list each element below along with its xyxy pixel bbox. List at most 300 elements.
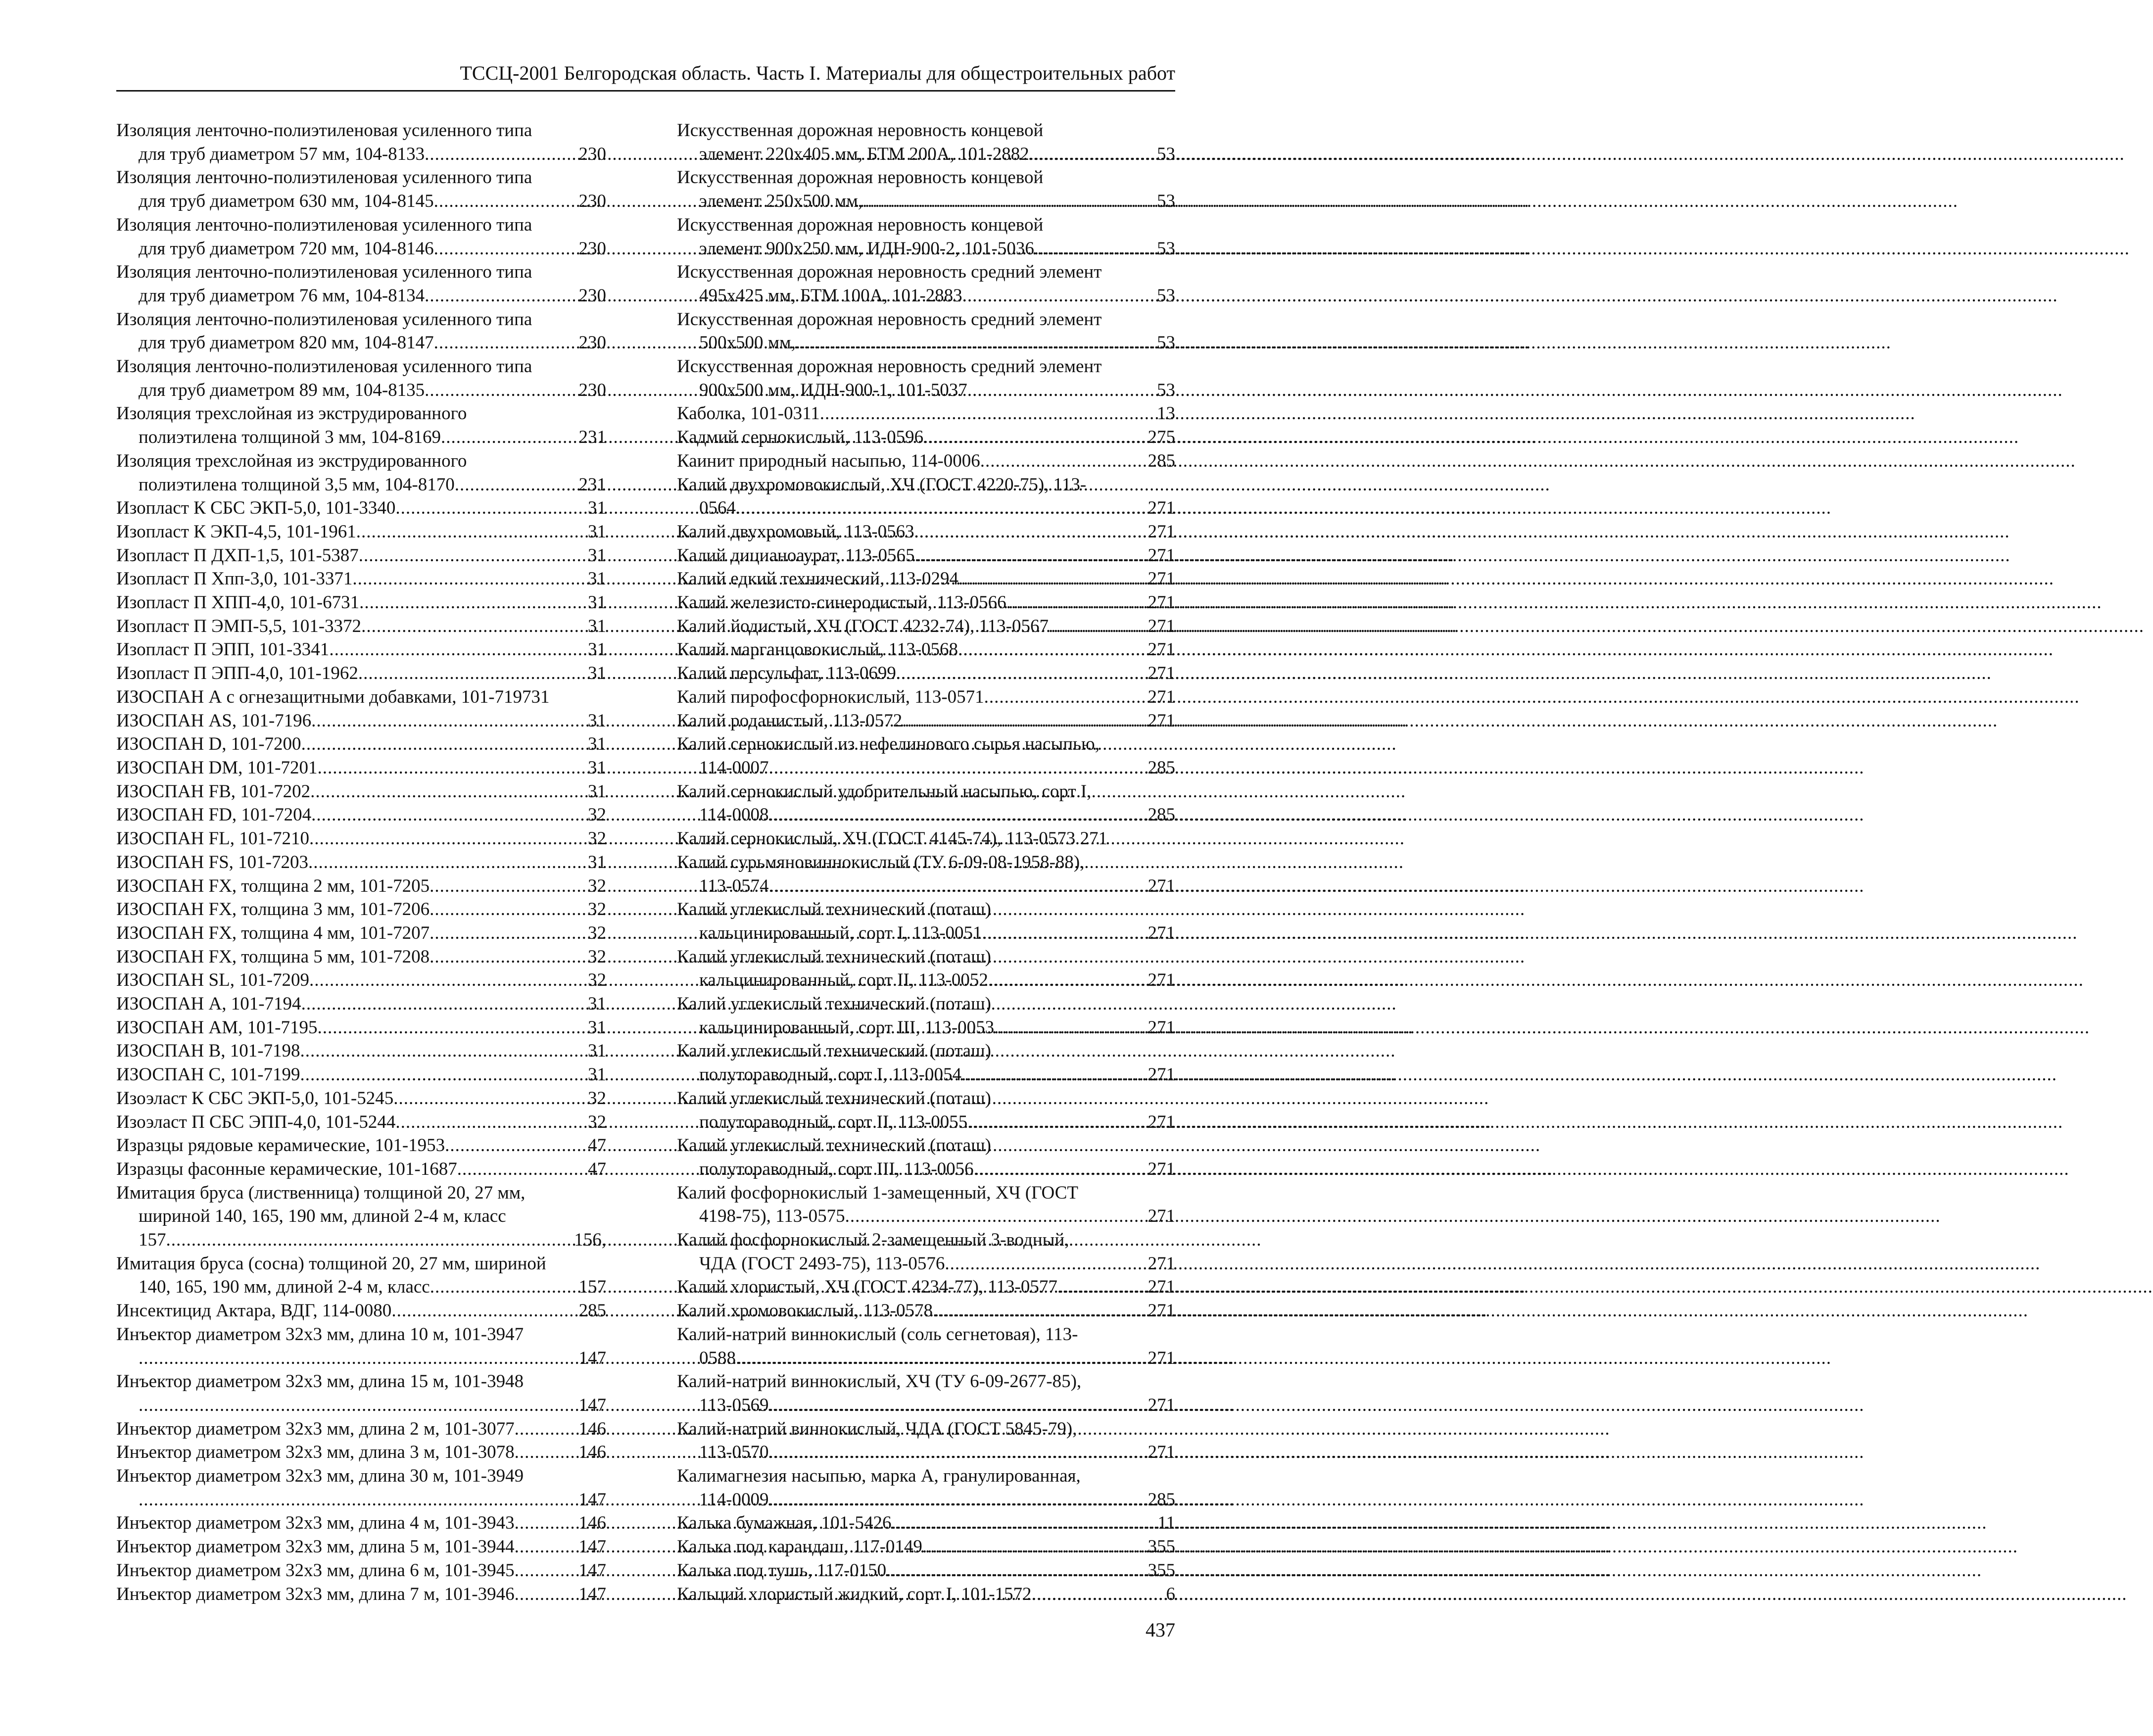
index-entry-line <box>677 1347 1175 1370</box>
entry-page-ref: 31 <box>588 639 606 660</box>
entry-page-ref: 271 <box>1148 1064 1175 1085</box>
entry-text: Калий сернокислый из нефелинового сырья насыпью, <box>677 734 1100 755</box>
dot-leader <box>994 1016 1146 1040</box>
index-entry <box>116 945 606 969</box>
entry-text: Калий-натрий виннокислый, ХЧ (ТУ 6-09-2677-85), <box>677 1371 1082 1392</box>
dot-leader <box>430 874 586 898</box>
dot-leader <box>886 1559 1146 1583</box>
entry-page-ref: 31 <box>588 1064 606 1085</box>
dot-leader <box>768 1488 1146 1512</box>
entry-text: Инъектор диаметром 32х3 мм, длина 6 м, 101-3945 <box>116 1560 515 1581</box>
dot-leader <box>896 662 1146 685</box>
entry-text: 495х425 мм, БТМ 100А, 101-2883 <box>699 285 962 306</box>
entry-text: 0564 <box>699 498 736 519</box>
index-entry <box>116 260 606 307</box>
entry-text: Изоляция ленточно-полиэтиленовая усиленного типа <box>116 356 532 377</box>
dot-leader <box>980 449 1146 473</box>
index-entry-line <box>116 921 606 945</box>
index-entry <box>677 449 1175 473</box>
index-entry-line <box>677 709 1175 733</box>
index-entry-line <box>677 449 1175 473</box>
entry-page-ref: 146 <box>578 1442 606 1463</box>
index-entry <box>677 615 1175 638</box>
entry-text: ИЗОСПАН DM, 101-7201 <box>116 757 318 778</box>
entry-text: ИЗОСПАН AS, 101-7196 <box>116 710 312 731</box>
index-entry-line <box>677 638 1175 662</box>
entry-text: Инъектор диаметром 32х3 мм, длина 2 м, 101-3077 <box>116 1418 515 1439</box>
dot-leader <box>967 1110 1146 1134</box>
dot-leader <box>1029 143 1155 166</box>
dot-leader <box>515 1417 577 1441</box>
entry-page-ref: 31 <box>588 757 606 778</box>
dot-leader <box>359 591 586 615</box>
index-entry <box>116 732 606 756</box>
index-entry <box>677 308 1175 355</box>
index-entry <box>677 119 1175 166</box>
entry-text: Калий-натрий виннокислый (соль сегнетовая), 113- <box>677 1324 1078 1345</box>
entry-text: Калий углекислый технический (поташ) <box>677 994 991 1014</box>
index-entry <box>116 1063 606 1087</box>
entry-page-ref: 271 <box>1148 875 1175 896</box>
entry-text: Искусственная дорожная неровность концевой <box>677 214 1044 235</box>
index-entry <box>116 709 606 733</box>
entry-page-ref: 271 <box>1148 970 1175 991</box>
index-entry <box>116 1323 606 1370</box>
entry-page-ref: 31 <box>588 781 606 802</box>
entry-page-ref: 271 <box>1148 1442 1175 1463</box>
dot-leader <box>796 331 1155 355</box>
dot-leader <box>311 709 586 733</box>
dot-leader <box>820 402 1155 426</box>
index-entry-line <box>116 591 606 615</box>
dot-leader <box>301 992 586 1016</box>
index-entry-line <box>677 260 1175 284</box>
dot-leader <box>958 567 1146 591</box>
index-entry <box>116 520 606 544</box>
index-entry <box>116 803 606 827</box>
dot-leader <box>358 662 586 685</box>
dot-leader <box>166 1228 573 1252</box>
index-entry-line <box>116 1488 606 1512</box>
entry-text: Инъектор диаметром 32х3 мм, длина 10 м, 101-3947 <box>116 1324 524 1345</box>
entry-page-ref: 271 <box>1148 710 1175 731</box>
entry-page-ref: 31 <box>588 592 606 613</box>
index-entry <box>116 1134 606 1157</box>
dot-leader <box>515 1583 577 1606</box>
index-entry-line <box>677 1417 1175 1441</box>
index-entry-line <box>116 1016 606 1040</box>
dot-leader <box>395 496 586 520</box>
entry-page-ref: 31 <box>588 545 606 566</box>
entry-text: для труб диаметром 89 мм, 104-8135 <box>139 380 425 400</box>
dot-leader <box>768 1441 1146 1464</box>
entry-text: Калий углекислый технический (поташ) <box>677 1135 991 1156</box>
entry-page-ref: 271 <box>1148 498 1175 519</box>
index-entry-line <box>677 992 1175 1016</box>
entry-page-ref: 31 <box>588 663 606 684</box>
index-entry-line <box>116 355 606 379</box>
entry-page-ref: 271 <box>1148 686 1175 707</box>
entry-text: 114-0007 <box>699 757 769 778</box>
entry-page-ref: 53 <box>1157 191 1175 212</box>
entry-text: ИЗОСПАН С, 101-7199 <box>116 1064 300 1085</box>
index-entry-line <box>116 166 606 190</box>
dot-leader <box>515 1559 577 1583</box>
index-entry <box>677 709 1175 733</box>
entry-page-ref: 146 <box>578 1418 606 1439</box>
entry-page-ref: 31 <box>588 852 606 872</box>
entry-page-ref: 31 <box>588 616 606 636</box>
entry-page-ref: 47 <box>588 1158 606 1179</box>
index-entry-line <box>677 1039 1175 1063</box>
index-entry <box>677 827 1175 851</box>
entry-page-ref: 271 <box>1148 521 1175 542</box>
index-entry <box>677 355 1175 402</box>
index-entry-line <box>677 851 1175 874</box>
index-entry-line <box>677 780 1175 804</box>
index-entry-line <box>677 898 1175 921</box>
dot-leader <box>300 1063 586 1087</box>
entry-text: ИЗОСПАН FD, 101-7204 <box>116 805 312 825</box>
entry-text: ИЗОСПАН FB, 101-7202 <box>116 781 311 802</box>
index-entry <box>116 496 606 520</box>
entry-page-ref: 31 <box>588 1041 606 1061</box>
entry-text: Калий пирофосфорнокислый, 113-0571 <box>677 686 984 707</box>
dot-leader <box>434 190 577 213</box>
index-entry <box>677 732 1175 779</box>
entry-text: Изопласт К ЭКП-4,5, 101-1961 <box>116 521 356 542</box>
index-entry <box>116 638 606 662</box>
dot-leader <box>736 496 1146 520</box>
entry-page-ref: 147 <box>578 1489 606 1510</box>
index-entry-line <box>116 780 606 804</box>
dot-leader <box>391 1299 576 1323</box>
index-entry <box>677 213 1175 260</box>
index-entry-line <box>677 473 1175 497</box>
entry-text: Изопласт П ДХП-1,5, 101-5387 <box>116 545 359 566</box>
index-entry-line <box>677 1016 1175 1040</box>
entry-text: кальцинированный, сорт III, 113-0053 <box>699 1017 995 1038</box>
entry-text: Изопласт К СБС ЭКП-5,0, 101-3340 <box>116 498 396 519</box>
dot-leader <box>1057 1275 1146 1299</box>
index-entry-line <box>116 1441 606 1464</box>
index-entry-line <box>116 496 606 520</box>
index-entry-line <box>677 1323 1175 1347</box>
entry-text: кальцинированный, сорт II, 113-0052 <box>699 970 988 991</box>
entry-text: Калий йодистый, ХЧ (ГОСТ 4232-74), 113-0567 <box>677 616 1049 636</box>
entry-text: ИЗОСПАН А, 101-7194 <box>116 994 301 1014</box>
index-entry-line <box>116 1464 606 1488</box>
dot-leader <box>933 1299 1146 1323</box>
index-entry-line <box>116 1087 606 1110</box>
index-entry-line <box>116 638 606 662</box>
entry-page-ref: 147 <box>578 1395 606 1415</box>
entry-text: Изопласт П ХПП-4,0, 101-6731 <box>116 592 360 613</box>
index-entry-line <box>116 1323 606 1347</box>
index-entry-line <box>677 874 1175 898</box>
entry-text: 114-0008 <box>699 805 769 825</box>
index-entry <box>116 166 606 213</box>
header-title: ТССЦ-2001 Белгородская область. Часть I. Материалы для общестроительных работ <box>460 62 1175 84</box>
entry-page-ref: 355 <box>1148 1537 1175 1557</box>
dot-leader <box>922 1535 1146 1559</box>
entry-page-ref: 285 <box>1148 757 1175 778</box>
entry-text: ИЗОСПАН FX, толщина 3 мм, 101-7206 <box>116 899 430 920</box>
entry-text: ИЗОСПАН FL, 101-7210 <box>116 828 310 849</box>
entry-page-ref: 31 <box>588 710 606 731</box>
entry-text: Имитация бруса (лиственница) толщиной 20, 27 мм, <box>116 1182 526 1203</box>
entry-text: полиэтилена толщиной 3,5 мм, 104-8170 <box>139 474 455 495</box>
entry-page-ref: 32 <box>588 805 606 825</box>
dot-leader <box>945 1252 1146 1276</box>
index-entry-line <box>116 1559 606 1583</box>
entry-text: ИЗОСПАН FX, толщина 4 мм, 101-7207 <box>116 922 430 943</box>
entry-text: Калька под карандаш, 117-0149 <box>677 1537 922 1557</box>
entry-page-ref: 231 <box>578 474 606 495</box>
entry-page-ref: 271 <box>1148 592 1175 613</box>
entry-page-ref: 271 <box>1148 616 1175 636</box>
dot-leader <box>139 1394 577 1417</box>
index-entry <box>677 1511 1175 1535</box>
entry-page-ref: 47 <box>588 1135 606 1156</box>
index-entry <box>677 166 1175 213</box>
entry-text: Калий углекислый технический (поташ) <box>677 1088 991 1109</box>
entry-text: Изопласт П ЭПП, 101-3341 <box>116 639 330 660</box>
entry-page-ref: 147 <box>578 1584 606 1604</box>
index-entry-line <box>677 1370 1175 1394</box>
entry-page-ref: 275 <box>1148 427 1175 448</box>
entry-text: Изоляция ленточно-полиэтиленовая усиленного типа <box>116 120 532 141</box>
dot-leader <box>736 1347 1146 1370</box>
dot-leader <box>974 1157 1146 1181</box>
entry-text: Калий двухромовый, 113-0563 <box>677 521 914 542</box>
entry-page-ref: 32 <box>588 970 606 991</box>
dot-leader <box>301 732 586 756</box>
index-entry <box>116 685 606 709</box>
entry-page-ref: 231 <box>578 427 606 448</box>
index-entry-line <box>116 567 606 591</box>
entry-page-ref: 271 <box>1148 1348 1175 1368</box>
entry-page-ref: 230 <box>578 285 606 306</box>
entry-page-ref: 230 <box>578 144 606 164</box>
index-entry-line <box>116 473 606 497</box>
index-entry-line <box>116 426 606 449</box>
index-entry <box>116 968 606 992</box>
dot-leader <box>361 615 586 638</box>
entry-text: ИЗОСПАН А с огнезащитными добавками, 101-719731 <box>116 686 550 707</box>
entry-text: ИЗОСПАН SL, 101-7209 <box>116 970 310 991</box>
index-entry-line <box>116 1252 606 1276</box>
index-entry-line <box>677 662 1175 685</box>
index-entry-line <box>677 143 1175 166</box>
index-entry <box>677 544 1175 568</box>
entry-text: Калий железисто-синеродистый, 113-0566 <box>677 592 1006 613</box>
dot-leader <box>300 1039 586 1063</box>
index-entry <box>677 992 1175 1039</box>
index-entry <box>116 1299 606 1323</box>
index-entry <box>116 1535 606 1559</box>
entry-page-ref: 271 <box>1148 1017 1175 1038</box>
dot-leader <box>309 827 586 851</box>
index-entry-line <box>116 379 606 402</box>
entry-text: Калий роданистый, 113-0572 <box>677 710 903 731</box>
entry-text: ИЗОСПАН FX, толщина 5 мм, 101-7208 <box>116 946 430 967</box>
index-entry-line <box>116 190 606 213</box>
index-entry-line <box>677 615 1175 638</box>
index-entry-line <box>116 1039 606 1063</box>
entry-text: Инсектицид Актара, ВДГ, 114-0080 <box>116 1301 392 1321</box>
entry-text: Калий едкий технический, 113-0294 <box>677 569 958 589</box>
index-entry-line <box>116 615 606 638</box>
index-entry-line <box>677 1441 1175 1464</box>
index-entry-line <box>677 544 1175 568</box>
dot-leader <box>982 921 1146 945</box>
index-entry-line <box>116 213 606 237</box>
entry-text: Калий хлористый, ХЧ (ГОСТ 4234-77), 113-0577 <box>677 1277 1057 1298</box>
entry-page-ref: 271 <box>1148 569 1175 589</box>
entry-text: Изоляция трехслойная из экструдированного <box>116 450 467 471</box>
entry-text: Изоляция ленточно-полиэтиленовая усиленного типа <box>116 262 532 283</box>
entry-page-ref: 32 <box>588 828 606 849</box>
entry-text: Искусственная дорожная неровность концевой <box>677 167 1044 188</box>
index-entry-line <box>677 1205 1175 1228</box>
index-entry-line <box>677 520 1175 544</box>
index-entry-line <box>116 308 606 332</box>
index-entry-line <box>677 308 1175 332</box>
entry-text: Калий углекислый технический (поташ) <box>677 899 991 920</box>
entry-text: Калий углекислый технический (поташ) <box>677 946 991 967</box>
index-entry <box>116 1464 606 1511</box>
entry-text: 114-0009 <box>699 1489 769 1510</box>
index-entry-line <box>677 1488 1175 1512</box>
index-entry-line <box>116 449 606 473</box>
entry-page-ref: 13 <box>1157 403 1175 424</box>
index-entry-line <box>116 402 606 426</box>
index-entry-line <box>116 662 606 685</box>
dot-leader <box>139 1347 577 1370</box>
index-entry-line <box>116 1394 606 1417</box>
entry-page-ref: 271 <box>1148 663 1175 684</box>
index-entry <box>677 898 1175 945</box>
entry-text: Искусственная дорожная неровность средний элемент <box>677 309 1102 330</box>
index-entry <box>116 355 606 402</box>
entry-page-ref: 32 <box>588 875 606 896</box>
dot-leader <box>768 874 1146 898</box>
entry-text: Изоляция ленточно-полиэтиленовая усиленного типа <box>116 167 532 188</box>
index-entry <box>677 1559 1175 1583</box>
entry-page-ref: 285 <box>1148 450 1175 471</box>
entry-page-ref: 271 <box>1148 922 1175 943</box>
dot-leader <box>352 567 586 591</box>
index-entry-line <box>116 1110 606 1134</box>
index-entry <box>677 473 1175 520</box>
dot-leader <box>768 1394 1146 1417</box>
index-entry-line <box>116 544 606 568</box>
entry-page-ref: 53 <box>1157 238 1175 259</box>
index-entry-line <box>677 426 1175 449</box>
index-entry-line <box>677 1228 1175 1252</box>
entry-page-ref: 355 <box>1148 1560 1175 1581</box>
index-entry-line <box>116 709 606 733</box>
entry-page-ref: 6 <box>1166 1584 1175 1604</box>
dot-leader <box>515 1511 577 1535</box>
page-header <box>116 59 1175 92</box>
index-entry <box>677 638 1175 662</box>
entry-text: 0588 <box>699 1348 736 1368</box>
index-entry-line <box>677 1464 1175 1488</box>
index-entry <box>677 520 1175 544</box>
dot-leader <box>515 1441 577 1464</box>
entry-text: для труб диаметром 720 мм, 104-8146 <box>139 238 434 259</box>
entry-page-ref: 271 <box>1148 1253 1175 1274</box>
index-entry-line <box>116 945 606 969</box>
entry-text: Кадмий сернокислый, 113-0596 <box>677 427 924 448</box>
entry-text: ИЗОСПАН В, 101-7198 <box>116 1041 300 1061</box>
index-entry-line <box>677 1157 1175 1181</box>
index-entry-line <box>677 402 1175 426</box>
index-entry-line <box>116 685 606 709</box>
entry-text: 4198-75), 113-0575 <box>699 1206 845 1227</box>
index-entry-line <box>677 1559 1175 1583</box>
entry-text: Искусственная дорожная неровность концевой <box>677 120 1044 141</box>
index-entry <box>677 1370 1175 1417</box>
index-entry <box>677 685 1175 709</box>
index-entry-line <box>677 1063 1175 1087</box>
index-entry <box>677 1464 1175 1511</box>
entry-page-ref: 271 <box>1148 1277 1175 1298</box>
entry-text: Кальций хлористый жидкий, сорт I, 101-1572 <box>677 1584 1032 1604</box>
index-entry <box>116 1039 606 1063</box>
entry-text: Каинит природный насыпью, 114-0006 <box>677 450 980 471</box>
entry-text: Изоляция трехслойная из экструдированного <box>116 403 467 424</box>
index-entry-line <box>677 284 1175 308</box>
index-entry <box>116 662 606 685</box>
index-entry-line <box>677 591 1175 615</box>
entry-page-ref: 271 <box>1148 1206 1175 1227</box>
dot-leader <box>317 756 586 780</box>
entry-page-ref: 146 <box>578 1513 606 1534</box>
entry-text: Калий фосфорнокислый 1-замещенный, ХЧ (ГОСТ <box>677 1182 1079 1203</box>
entry-text: для труб диаметром 57 мм, 104-8133 <box>139 144 425 164</box>
index-entry <box>116 1252 606 1299</box>
dot-leader <box>329 638 586 662</box>
entry-page-ref: 271 <box>1148 639 1175 660</box>
entry-text: ИЗОСПАН АМ, 101-7195 <box>116 1017 318 1038</box>
dot-leader <box>356 520 586 544</box>
index-entry-line <box>116 520 606 544</box>
entry-text: элемент 900х250 мм, ИДН-900-2, 101-5036 <box>699 238 1034 259</box>
index-entry-line <box>116 968 606 992</box>
entry-page-ref: 32 <box>588 899 606 920</box>
entry-text: Изопласт П ЭПП-4,0, 101-1962 <box>116 663 358 684</box>
dot-leader <box>425 143 576 166</box>
entry-text: Искусственная дорожная неровность средний элемент <box>677 262 1102 283</box>
index-entry-line <box>116 732 606 756</box>
dot-leader <box>430 945 586 969</box>
index-column-right <box>677 119 1175 1606</box>
dot-leader <box>768 756 1146 780</box>
dot-leader <box>768 803 1146 827</box>
dot-leader <box>892 1511 1156 1535</box>
entry-text: шириной 140, 165, 190 мм, длиной 2-4 м, класс <box>139 1206 506 1227</box>
dot-leader <box>958 638 1146 662</box>
entry-page-ref: 53 <box>1157 333 1175 353</box>
entry-text: 113-0570 <box>699 1442 769 1463</box>
dot-leader <box>914 520 1146 544</box>
index-entry <box>116 1157 606 1181</box>
index-entry-line <box>116 756 606 780</box>
entry-page-ref: 285 <box>578 1301 606 1321</box>
